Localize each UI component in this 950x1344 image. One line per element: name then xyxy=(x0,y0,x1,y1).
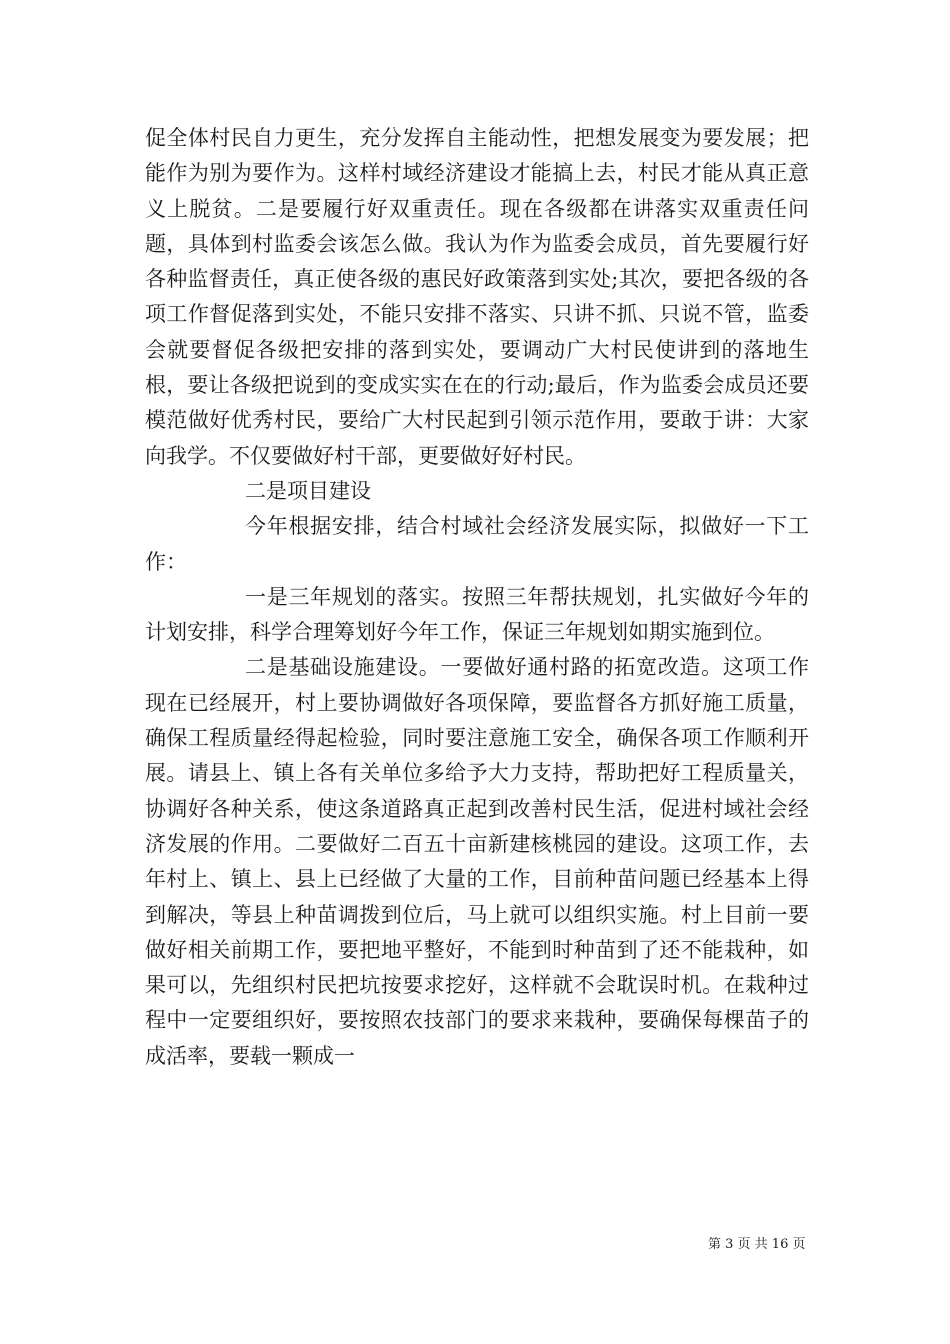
paragraph-three-year-plan: 一是三年规划的落实。按照三年帮扶规划，扎实做好今年的计划安排，科学合理筹划好今年工作，保证三年规划如期实施到位。 xyxy=(145,584,809,645)
page-number-footer: 第 3 页 共 16 页 xyxy=(708,1237,806,1252)
paragraph-continuation: 促全体村民自力更生，充分发挥自主能动性，把想发展变为要发展；把能作为别为要作为。这样村域经济建设才能搞上去，村民才能从真正意义上脱贫。二是要履行好双重责任。现在各级都在讲落实双重责任问题，具体到村监委会该怎么做。我认为作为监委会成员，首先要履行好各种监督责任，真正使各级的惠民好政策落到实处;其次，要把各级的各项工作督促落到实处，不能只安排不落实、只讲不抓、只说不管，监委会就要督促各级把安排的落到实处，要调动广大村民使讲到的落地生根，要让各级把说到的变成实实在在的行动;最后，作为监委会成员还要模范做好优秀村民，要给广大村民起到引领示范作用，要敢于讲：大家向我学。不仅要做好村干部，更要做好好村民。 xyxy=(145,126,809,468)
paragraph-plan-intro: 今年根据安排，结合村域社会经济发展实际，拟做好一下工作： xyxy=(145,514,809,574)
document-body xyxy=(145,121,809,1074)
paragraph-infrastructure: 二是基础设施建设。一要做好通村路的拓宽改造。这项工作现在已经展开，村上要协调做好各项保障，要监督各方抓好施工质量，确保工程质量经得起检验，同时要注意施工安全，确保各项工作顺利开展。请县上、镇上各有关单位多给予大力支持，帮助把好工程质量关，协调好各种关系，使这条道路真正起到改善村民生活，促进村域社会经济发展的作用。二要做好二百五十亩新建核桃园的建设。这项工作，去年村上、镇上、县上已经做了大量的工作，目前种苗问题已经基本上得到解决，等县上种苗调拨到位后，马上就可以组织实施。村上目前一要做好相关前期工作，要把地平整好，不能到时种苗到了还不能栽种，如果可以，先组织村民把坑按要求挖好，这样就不会耽误时机。在栽种过程中一定要组织好，要按照农技部门的要求来栽种，要确保每棵苗子的成活率，要载一颗成一 xyxy=(145,655,809,1068)
section-heading-project-construction: 二是项目建设 xyxy=(245,478,371,503)
